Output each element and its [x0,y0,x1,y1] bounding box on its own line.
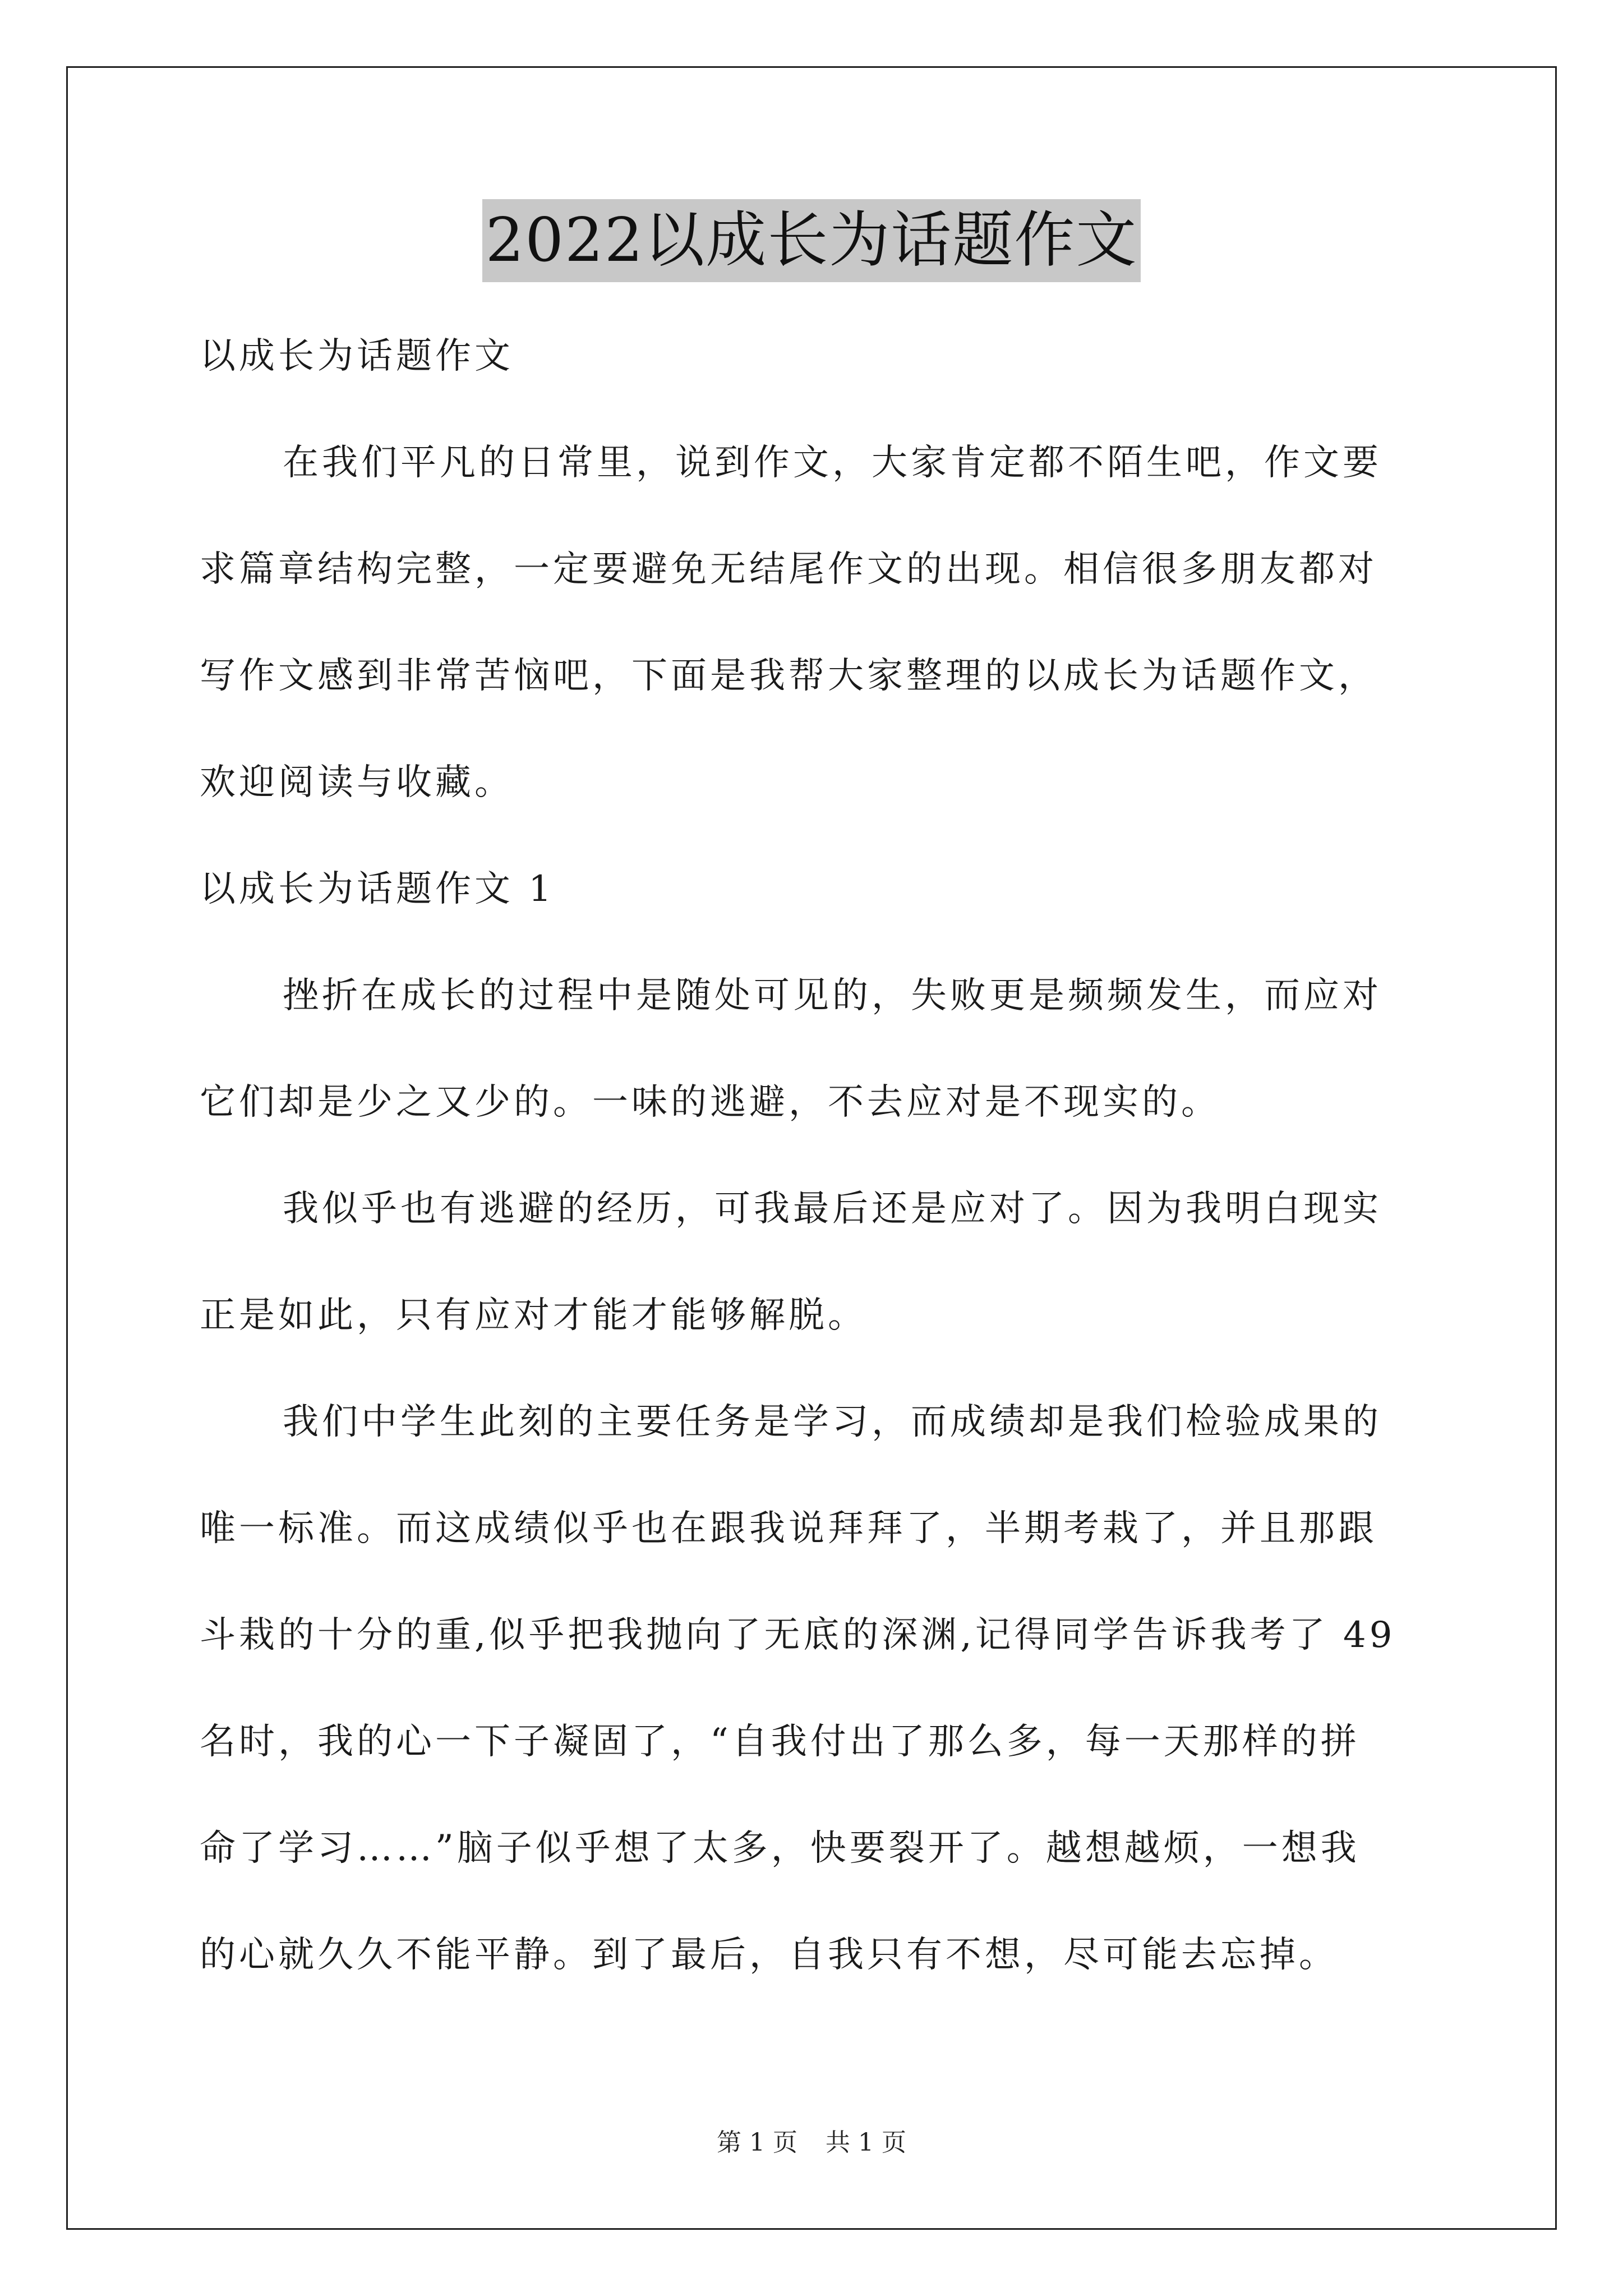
title-container [0,199,1623,282]
page-total: 共 1 页 [826,2128,906,2157]
paragraph-line: 我似乎也有逃避的经历，可我最后还是应对了。因为我明白现实 [283,1188,1382,1230]
paragraph-line: 以成长为话题作文 [200,335,514,377]
paragraph-line: 挫折在成长的过程中是随处可见的，失败更是频频发生，而应对 [283,975,1382,1016]
paragraph-line: 命了学习……”脑子似乎想了太多，快要裂开了。越想越烦，一想我 [200,1828,1360,1869]
paragraph-line: 欢迎阅读与收藏。 [200,762,514,803]
paragraph-line: 在我们平凡的日常里，说到作文，大家肯定都不陌生吧，作文要 [283,442,1382,484]
paragraph-line: 求篇章结构完整，一定要避免无结尾作文的出现。相信很多朋友都对 [200,549,1377,590]
paragraph-line: 唯一标准。而这成绩似乎也在跟我说拜拜了，半期考栽了，并且那跟 [200,1508,1377,1549]
paragraph-line: 的心就久久不能平静。到了最后，自我只有不想，尽可能去忘掉。 [200,1934,1338,1976]
paragraph-line: 它们却是少之又少的。一味的逃避，不去应对是不现实的。 [200,1082,1220,1123]
document-title: 2022以成长为话题作文 [482,199,1141,282]
paragraph-line: 名时，我的心一下子凝固了，“自我付出了那么多，每一天那样的拼 [200,1721,1360,1763]
document-body [200,303,1433,2008]
page-footer [0,2126,1623,2160]
page-number: 第 1 页 [717,2128,797,2157]
paragraph-line: 写作文感到非常苦恼吧，下面是我帮大家整理的以成长为话题作文， [200,655,1377,697]
paragraph-line: 以成长为话题作文 1 [200,868,555,910]
paragraph-line: 斗栽的十分的重,似乎把我抛向了无底的深渊,记得同学告诉我考了 49 [200,1614,1396,1656]
paragraph-line: 正是如此，只有应对才能才能够解脱。 [200,1295,867,1336]
paragraph-line: 我们中学生此刻的主要任务是学习，而成绩却是我们检验成果的 [283,1401,1382,1443]
